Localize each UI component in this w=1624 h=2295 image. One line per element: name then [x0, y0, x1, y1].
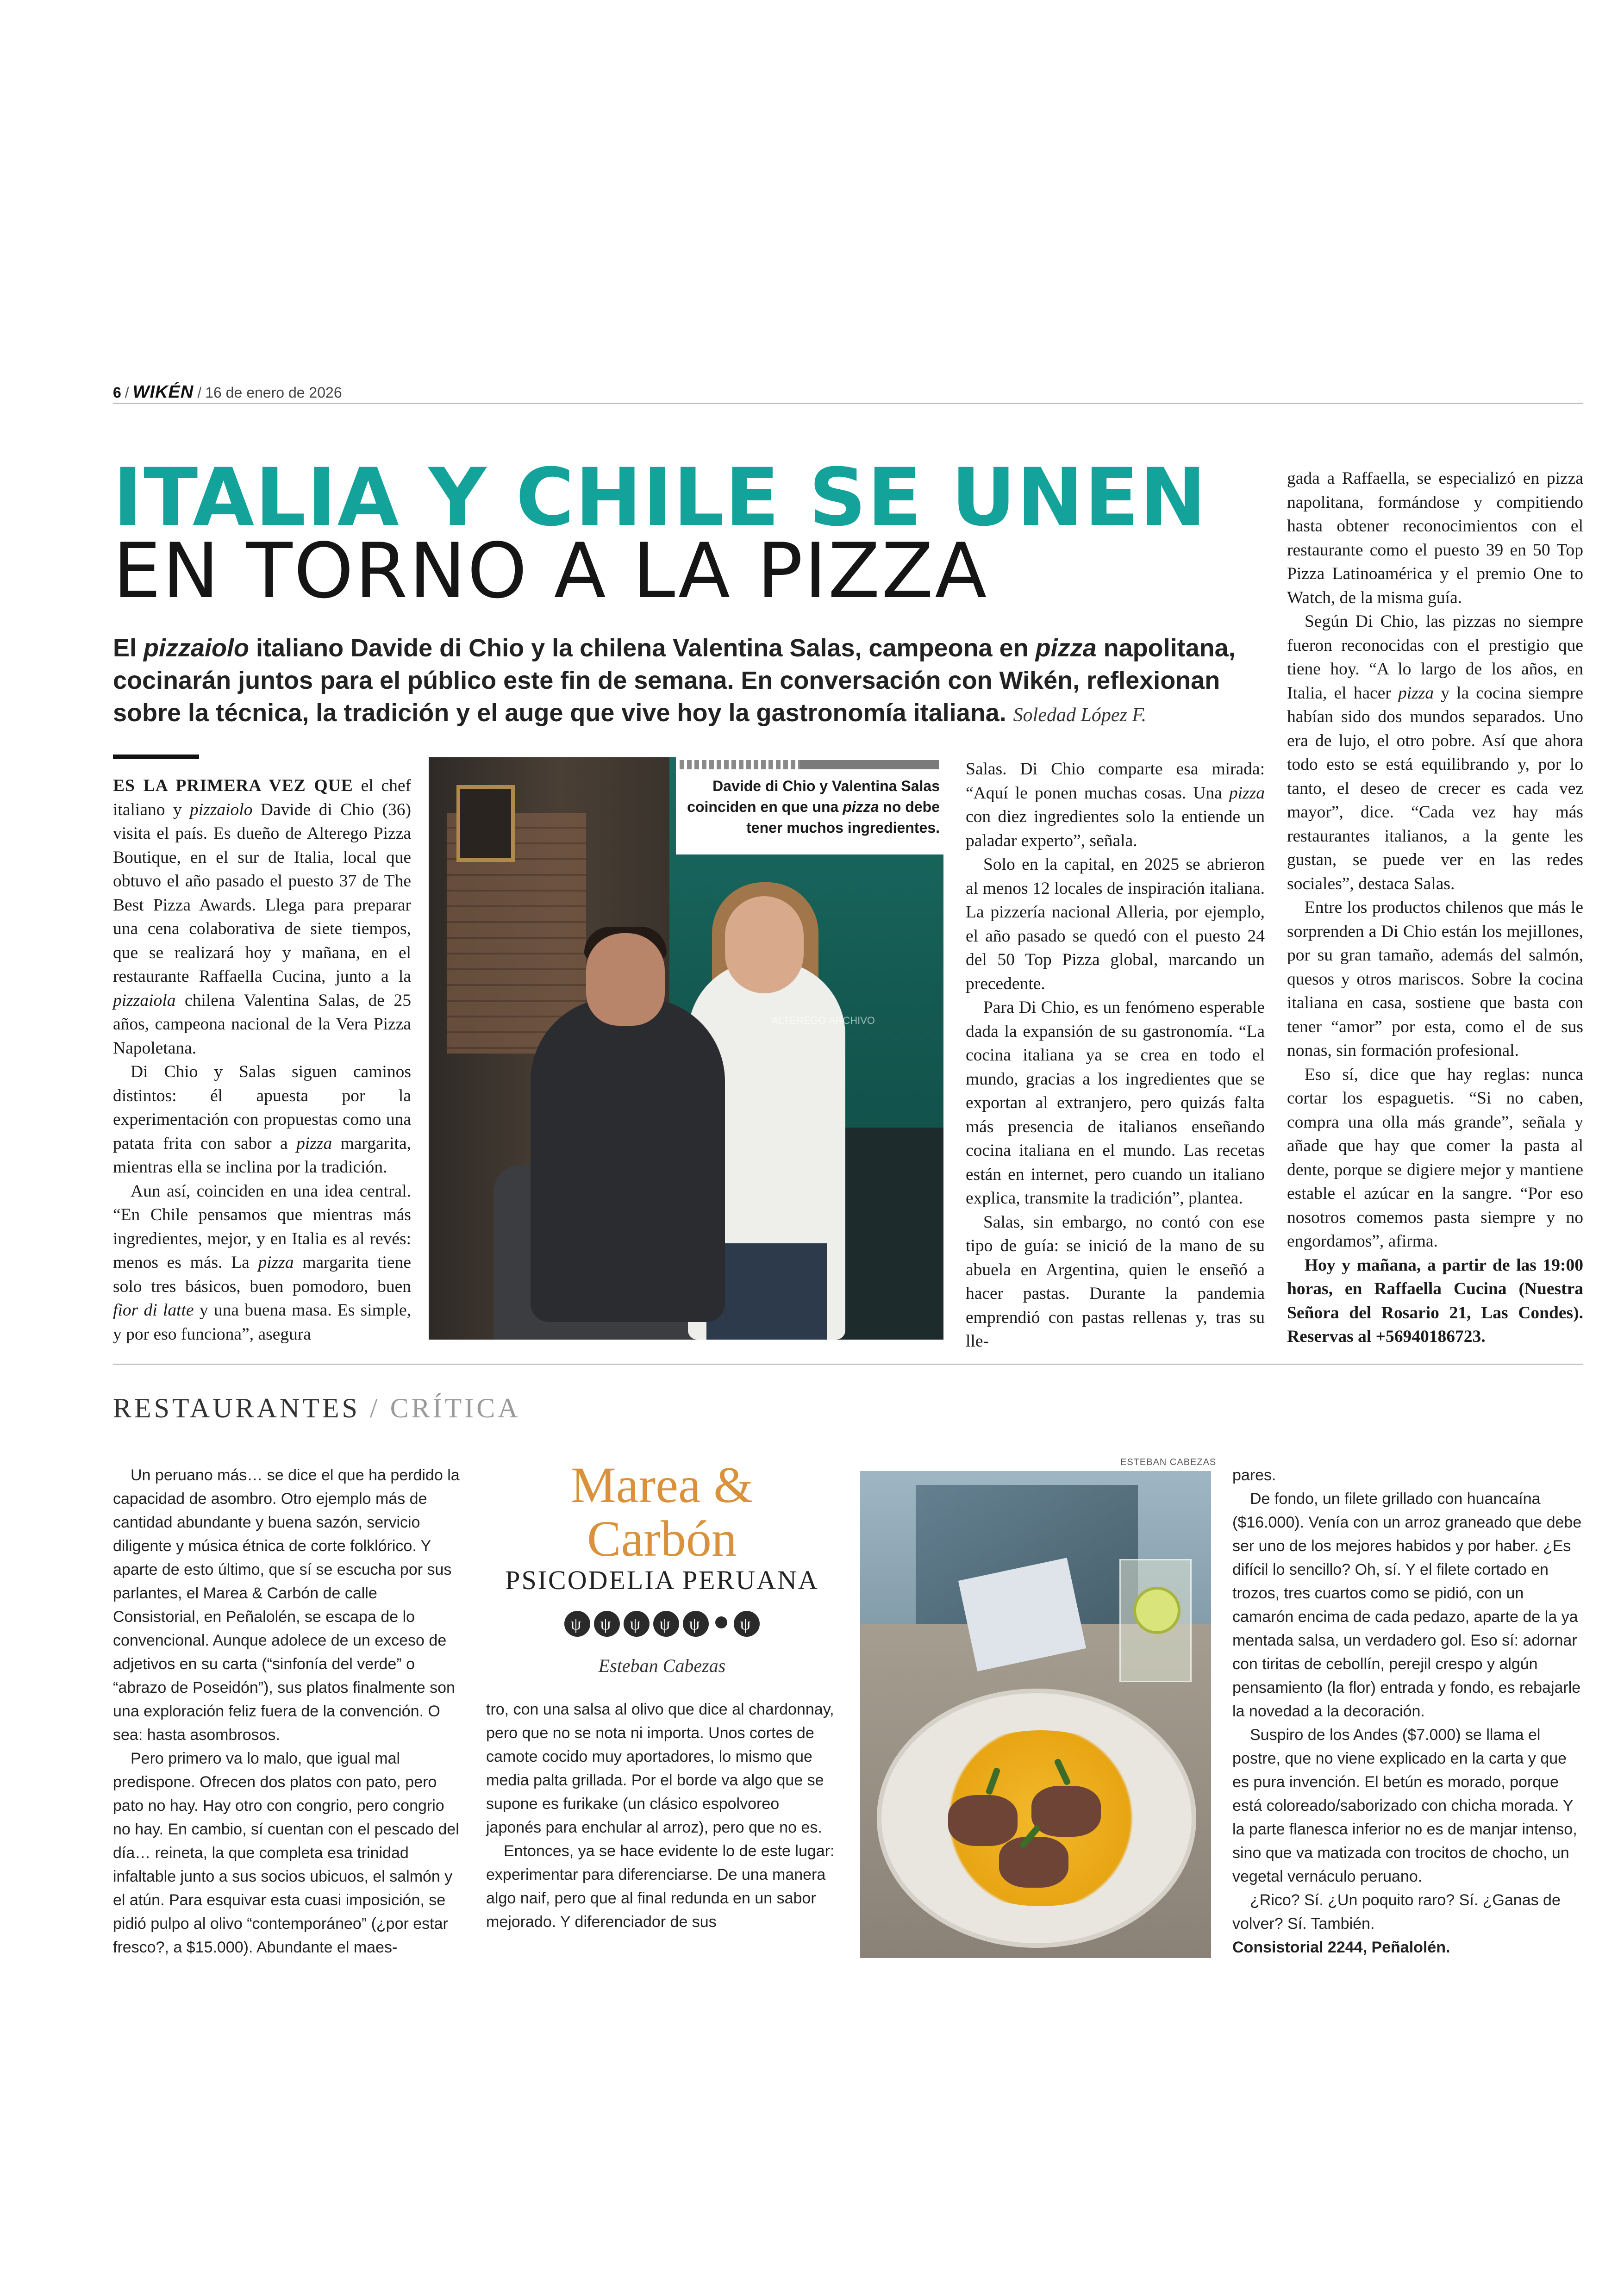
article-column-2 — [966, 757, 1265, 1353]
text-italic: pizza — [1229, 783, 1265, 803]
paragraph: Salas, sin embargo, no contó con ese tipo de guía: se inició de la mano de su abuela en Argentina, quien le enseñó a hacer pastas. Durante la pandemia emprendió con pastas rellenas y, tras su lle- — [966, 1212, 1265, 1351]
paragraph: tro, con una salsa al olivo que dice al chardonnay, pero que no se nota ni importa. Unos cortes de camote cocido muy aportadores, lo mismo que media palta grillada. Por el borde va algo que se supone es furikake (un clásico espolvoreo japonés para enchular al arroz), pero que no es. — [486, 1701, 834, 1836]
paragraph: Un peruano más… se dice el que ha perdido la capacidad de asombro. Otro ejemplo más de cantidad abundante y buena sazón, servicio diligente y música étnica de corte folklórico. Y aparte de esto último, que sí se escucha por sus parlantes, el Marea & Carbón de calle Consistorial, en Peñalolén, se escapa de lo convencional. Aunque adolece de un exceso de adjetivos en su carta (“sinfonía del verde” o “abrazo de Poseidón”), sus platos finalmente son una exploración feliz fuera de la convención. O sea: hasta asombrosos. — [113, 1466, 460, 1744]
review-column-1 — [113, 1464, 461, 1959]
paragraph: gada a Raffaella, se especializó en pizza napolitana, formándose y compitiendo hasta obtener reconocimientos con el restaurante como el puesto 39 en 50 Top Pizza Latinoamérica y el premio One to Watch, de la misma guía. — [1287, 469, 1583, 607]
text: Aun así, coinciden en una idea central. “En Chile pensamos que mientras más ingredientes, mejor, y en Italia es al revés: menos es más. La — [113, 1181, 411, 1272]
photo-man — [531, 998, 725, 1322]
dek-italic: pizzaiolo — [144, 634, 250, 662]
photo-woman-face — [725, 896, 804, 993]
text: Davide di Chio (36) visita el país. Es dueño de Alterego Pizza Boutique, en el sur de Italia, local que obtuvo el año pasado el puesto 37 de The Best Pizza Awards. Llega para preparar una cena colaborativa de siete tiempos, que se realizará hoy y mañana, en el restaurante Raffaella Cucina, junto a la — [113, 800, 411, 986]
byline: Soledad López F. — [1013, 705, 1147, 726]
photo-picture-frame — [456, 785, 515, 862]
paragraph: Suspiro de los Andes ($7.000) se llama el postre, que no viene explicado en la carta y que es pura invención. El betún es morado, porque está coloreado/saborizado con chicha morada. Y la parte flanesca inferior no es de manjar intenso, sino que va matizada con trocitos de chocho, un vegetal vernáculo peruano. — [1232, 1726, 1577, 1885]
restaurant-address — [1232, 1936, 1583, 1959]
paragraph — [113, 774, 411, 1060]
review-subtitle: PSICODELIA PERUANA — [505, 1565, 819, 1595]
dek-text: napolitana, cocinarán juntos para el público este fin de semana. En conversación con Wikén, reflexionan sobre la técnica, la tradición y el auge que vive hoy la gastronomía italiana. — [113, 634, 1236, 727]
text: con diez ingredientes solo la entiende un paladar experto”, señala. — [966, 807, 1265, 850]
article-dek — [113, 632, 1261, 731]
rating-fork-icon: ψ — [564, 1611, 590, 1637]
dek-text: italiano Davide di Chio y la chilena Valentina Salas, campeona en — [249, 634, 1036, 662]
folio-separator: / — [197, 384, 202, 401]
text-italic: pizzaiolo — [190, 800, 253, 819]
article-column-1 — [113, 774, 411, 1346]
review-author: Esteban Cabezas — [598, 1655, 726, 1676]
rating-half-dot-icon — [715, 1616, 727, 1628]
paragraph: Eso sí, dice que hay reglas: nunca cortar los espaguetis. “Si no caben, compra una olla más grande”, señala y añade que hay que comer la pasta al dente, porque se digiere mejor y mantiene estable el azúcar en la sangre. “Por eso nosotros comemos pasta siempre y no engordamos”, afirma. — [1287, 1065, 1583, 1251]
text-italic: pizzaiola — [113, 991, 176, 1010]
photo-credit: ALTEREGO ARCHIVO — [771, 1015, 875, 1026]
paragraph — [966, 757, 1265, 853]
photo-caption-box — [676, 757, 943, 854]
publication-logo: WIKÉN — [132, 382, 194, 402]
dek-italic: pizza — [1035, 634, 1097, 662]
paragraph — [113, 1060, 411, 1179]
photo-steak — [999, 1837, 1068, 1888]
text: Salas. Di Chio comparte esa mirada: “Aquí le ponen muchas cosas. Una — [966, 760, 1265, 803]
text-italic: pizza — [258, 1253, 294, 1272]
paragraph: Entre los productos chilenos que más le sorprenden a Di Chio están los mejillones, por su gran tamaño, además del salmón, quesos y otros mariscos. Sobre la cocina italiana en casa, sostiene que basta con tener “amor” por esta, como el de sus nonas, sin formación profesional. — [1287, 898, 1583, 1060]
photo-lemon — [1133, 1587, 1181, 1634]
paragraph: De fondo, un filete grillado con huancaína ($16.000). Venía con un arroz graneado que debe ser uno de los mejores habidos y por haber. ¿Es difícil lo sencillo? Oh, sí. Y el filete cortado en trozos, tres cuartos como se pidió, con un camarón encima de cada pedazo, aparte de la ya mentada salsa, un verdadero gol. Eso sí: adornar con tiritas de cebollín, perejil crespo y algún pensamiento (la flor) entrada y fondo, es rebajarle la novedad a la decoración. — [1232, 1490, 1582, 1720]
review-column-3 — [1232, 1464, 1583, 1959]
photo-steak — [1031, 1786, 1101, 1837]
headline-line-1: ITALIA Y CHILE SE UNEN — [113, 451, 1207, 544]
photo-credit: ESTEBAN CABEZAS — [1120, 1457, 1217, 1467]
text-italic: pizza — [296, 1134, 332, 1153]
caption-text: Davide di Chio y Valentina Salas coinciden en que una — [687, 778, 940, 815]
dek-text: El — [113, 634, 144, 662]
section-title: RESTAURANTES — [113, 1393, 360, 1423]
text: Según Di Chio, las pizzas no siempre fueron reconocidas con el prestigio que tiene hoy. “A lo largo de los años, en Italia, el hacer — [1287, 612, 1583, 703]
dish-photo — [860, 1471, 1211, 1958]
address-text: Consistorial 2244, Peñalolén. — [1232, 1939, 1450, 1956]
paragraph: Para Di Chio, es un fenómeno esperable dada la expansión de su gastronomía. “La cocina italiana ya se crea en todo el mundo, gracias a los ingredientes que se exportan al extranjero, pero quizás falta más presencia de italianos enseñando cocina italiana en el mundo. Las recetas están en internet, pero cuando un italiano explica, transmite la tradición”, plantea. — [966, 998, 1265, 1208]
text: el chef italiano y — [113, 776, 411, 819]
paragraph: pares. — [1232, 1466, 1276, 1484]
review-title: Marea & Carbón — [571, 1457, 753, 1567]
paragraph: Entonces, ya se hace evidente lo de este lugar: experimentar para diferenciarse. De una manera algo naif, pero que al final redunda en un sabor mejorado. Y diferenciador de sus — [486, 1842, 835, 1931]
article-column-3 — [1287, 467, 1583, 1349]
section-divider — [113, 1364, 1583, 1365]
rating-fork-icon: ψ — [594, 1611, 620, 1637]
caption-rule — [680, 760, 939, 769]
caption-text: no debe tener muchos ingredientes. — [746, 798, 940, 836]
lead-in: ES LA PRIMERA VEZ QUE — [113, 776, 353, 795]
paragraph: Solo en la capital, en 2025 se abrieron al menos 12 locales de inspiración italiana. La pizzería nacional Alleria, por ejemplo, el año pasado se quedó con el puesto 24 del 50 Top Pizza global, marcando un precedente. — [966, 855, 1265, 993]
rating-fork-icon: ψ — [734, 1611, 760, 1637]
review-column-2 — [486, 1698, 837, 1934]
rating-fork-icon: ψ — [624, 1611, 650, 1637]
page-folio — [113, 382, 1583, 404]
paragraph: ¿Rico? Sí. ¿Un poquito raro? Sí. ¿Ganas de volver? Sí. También. — [1232, 1891, 1561, 1933]
lead-rule — [113, 755, 199, 759]
text-italic: pizza — [1398, 683, 1434, 703]
headline-line-2: EN TORNO A LA PIZZA — [113, 527, 988, 615]
page-number: 6 — [113, 384, 121, 401]
text: y una buena masa. Es simple, y por eso funciona”, asegura — [113, 1301, 412, 1344]
section-separator: / — [369, 1393, 381, 1423]
text: chilena Valentina Salas, de 25 años, campeona nacional de la Vera Pizza Napoletana. — [113, 991, 411, 1058]
text-italic: fior di latte — [113, 1301, 194, 1320]
photo-man-face — [586, 933, 665, 1026]
paragraph — [113, 1179, 411, 1347]
rating-fork-icon: ψ — [653, 1611, 679, 1637]
paragraph — [1287, 610, 1583, 896]
text: margarita tiene solo tres básicos, buen pomodoro, buen — [113, 1253, 411, 1296]
text: y la cocina siempre habían sido dos mundos separados. Uno era de lujo, el otro pobre. Así que ahora todo esto se está equilibrando y, por lo tanto, el deseo de crecer es cada vez mayor”, dice. “Cada vez hay más restaurantes italianos, a la gente les gustan, se puede ver en las redes sociales”, destaca Salas. — [1287, 683, 1583, 893]
review-rating — [491, 1606, 833, 1637]
paragraph: Pero primero va lo malo, que igual mal predispone. Ofrecen dos platos con pato, pero pato no hay. Hay otro con congrio, pero congrio no hay. En cambio, sí cuentan con el pescado del día… reineta, la que completa esa trinidad infaltable junto a sus socios ubicuos, el salmón y el atún. Para esquivar esta cuasi imposición, se pidió pulpo al olivo “contemporáneo” (¿por estar fresco?, a $15.000). Abundante el maes- — [113, 1750, 459, 1956]
event-info: Hoy y mañana, a partir de las 19:00 horas, en Raffaella Cucina (Nuestra Señora del Rosario 21, Las Condes). Reservas al +56940186723. — [1287, 1255, 1583, 1346]
rating-fork-icon: ψ — [683, 1611, 709, 1637]
photo-steak — [948, 1795, 1018, 1846]
photo-caption — [681, 776, 940, 838]
section-header — [113, 1392, 521, 1424]
section-subtitle: CRÍTICA — [390, 1393, 521, 1423]
folio-separator: / — [125, 384, 129, 401]
text: margarita, mientras ella se inclina por la tradición. — [113, 1134, 411, 1177]
caption-italic: pizza — [843, 798, 879, 815]
text: Di Chio y Salas siguen caminos distintos: él apuesta por la experimentación con propuestas como una patata frita con sabor a — [113, 1062, 411, 1153]
publication-date: 16 de enero de 2026 — [205, 384, 342, 401]
